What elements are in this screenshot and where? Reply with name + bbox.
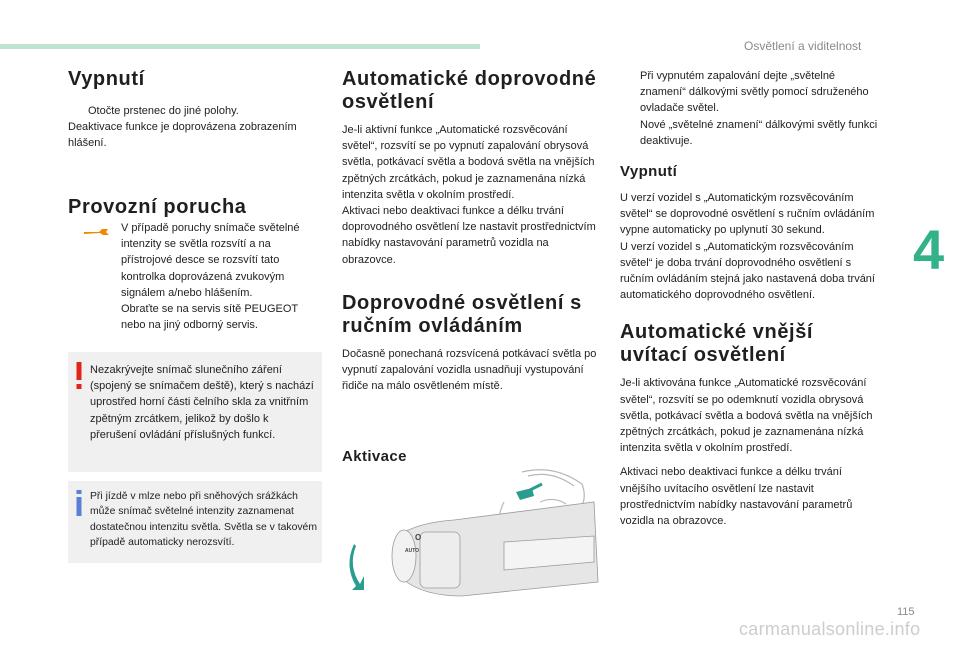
section-title: Osvětlení a viditelnost <box>744 39 862 53</box>
exclamation-mark-icon <box>74 362 84 390</box>
warning-text: Nezakrývejte snímač slunečního záření (spojený se snímačem deště), který s nachází uprostřed horní části čelního skla za vnitřním zpětným zrcátkem, jelikož by došlo k přerušení ovládání příslušných funkcí. <box>90 364 314 441</box>
heading-rucni-ovladani: Doprovodné osvětlení s ručním ovládáním <box>342 291 582 337</box>
paragraph: Obraťte se na servis sítě PEUGEOT nebo na jiný odborný servis. <box>121 303 298 332</box>
header-accent-bar <box>0 44 480 49</box>
list-item <box>620 117 882 149</box>
paragraph: Aktivaci nebo deaktivaci funkce a délku trvání doprovodného osvětlení lze nastavit prostřednictvím nabídky nastavování parametrů vozidla na obrazovce. <box>342 205 596 266</box>
column-3 <box>620 68 882 529</box>
info-text: Při jízdě v mlze nebo při sněhových srážkách může snímač světelné intenzity zaznamenat dostatečnou intenzitu světla. Světla se v takovém případě automaticky nerozsvítí. <box>90 491 317 549</box>
heading-vypnuti: Vypnutí <box>68 68 145 90</box>
column-2 <box>342 68 602 465</box>
heading-vnejsi-uvitaci: Automatické vnější uvítací osvětlení <box>620 321 814 367</box>
info-text-block <box>90 489 320 551</box>
page-number: 115 <box>897 606 915 618</box>
list-item <box>620 68 882 117</box>
paragraph: Je-li aktivní funkce „Automatické rozsvěcování světel“, rozsvítí se po vypnutí zapalování obrysová světla, potkávací světla a bodová světla na vnějších zpětných zrcátkách, pokud je zaznamenána nízká intenzita světla v okolním prostředí. <box>342 124 595 201</box>
list-item-text: Nové „světelné znamení“ dálkovými světly funkci deaktivuje. <box>640 118 878 147</box>
light-stalk-illustration <box>344 462 599 600</box>
paragraph: U verzí vozidel s „Automatickým rozsvěcováním světel“ se doprovodné osvětlení s ručním ovládáním vypne automaticky po uplynutí 30 sekund. <box>620 192 875 237</box>
paragraph: V případě poruchy snímače světelné intenzity se světla rozsvítí a na přístrojové desce se rozsvítí tato kontrolka doprovázená zvukovým signálem a/nebo hlášením. <box>121 222 300 299</box>
heading-automaticke-doprovodne: Automatické doprovodné osvětlení <box>342 68 597 113</box>
paragraph: Dočasně ponechaná rozsvícená potkávací světla po vypnutí zapalování vozidla usnadňují vystupování řidiče na málo osvětleném místě. <box>342 347 597 393</box>
heading-vypnuti-2: Vypnutí <box>620 163 678 181</box>
paragraph: U verzí vozidel s „Automatickým rozsvěcováním světel“ je doba trvání doprovodného osvětlení s ručním ovládáním stejná jako nastavená doba trvání automatického doprovodného osvětlení. <box>620 240 875 302</box>
paragraph: Deaktivace funkce je doprovázena zobrazením hlášení. <box>68 121 297 150</box>
warning-text-block <box>90 362 318 443</box>
paragraph: Je-li aktivována funkce „Automatické rozsvěcování světel“, rozsvítí se po odemknutí vozidla obrysová světla, potkávací světla a bodová světla na vnějších zpětných zrcátkách, pokud je zaznamenána nízká intenzita světla v okolním prostředí. <box>620 377 873 455</box>
heading-aktivace: Aktivace <box>342 448 407 466</box>
paragraph: Aktivaci nebo deaktivaci funkce a délku trvání vnějšího uvítacího osvětlení lze nastavit prostřednictvím nabídky nastavování parametrů vozidla na obrazovce. <box>620 466 853 528</box>
list-item-text: Otočte prstenec do jiné polohy. <box>88 105 239 117</box>
porucha-text-block <box>121 220 321 333</box>
column-1 <box>68 68 330 219</box>
chapter-number: 4 <box>913 218 945 281</box>
list-item <box>68 103 330 119</box>
list-item-text: Při vypnutém zapalování dejte „světelné znamení“ dálkovými světly pomocí sdruženého ovladače světel. <box>640 70 869 115</box>
heading-provozni-porucha: Provozní porucha <box>68 195 247 218</box>
watermark: carmanualsonline.info <box>739 619 921 639</box>
illus-label-auto: AUTO <box>405 548 420 554</box>
info-mark-icon <box>74 490 84 516</box>
illus-label-o: O <box>415 533 422 542</box>
wrench-icon <box>82 221 110 239</box>
